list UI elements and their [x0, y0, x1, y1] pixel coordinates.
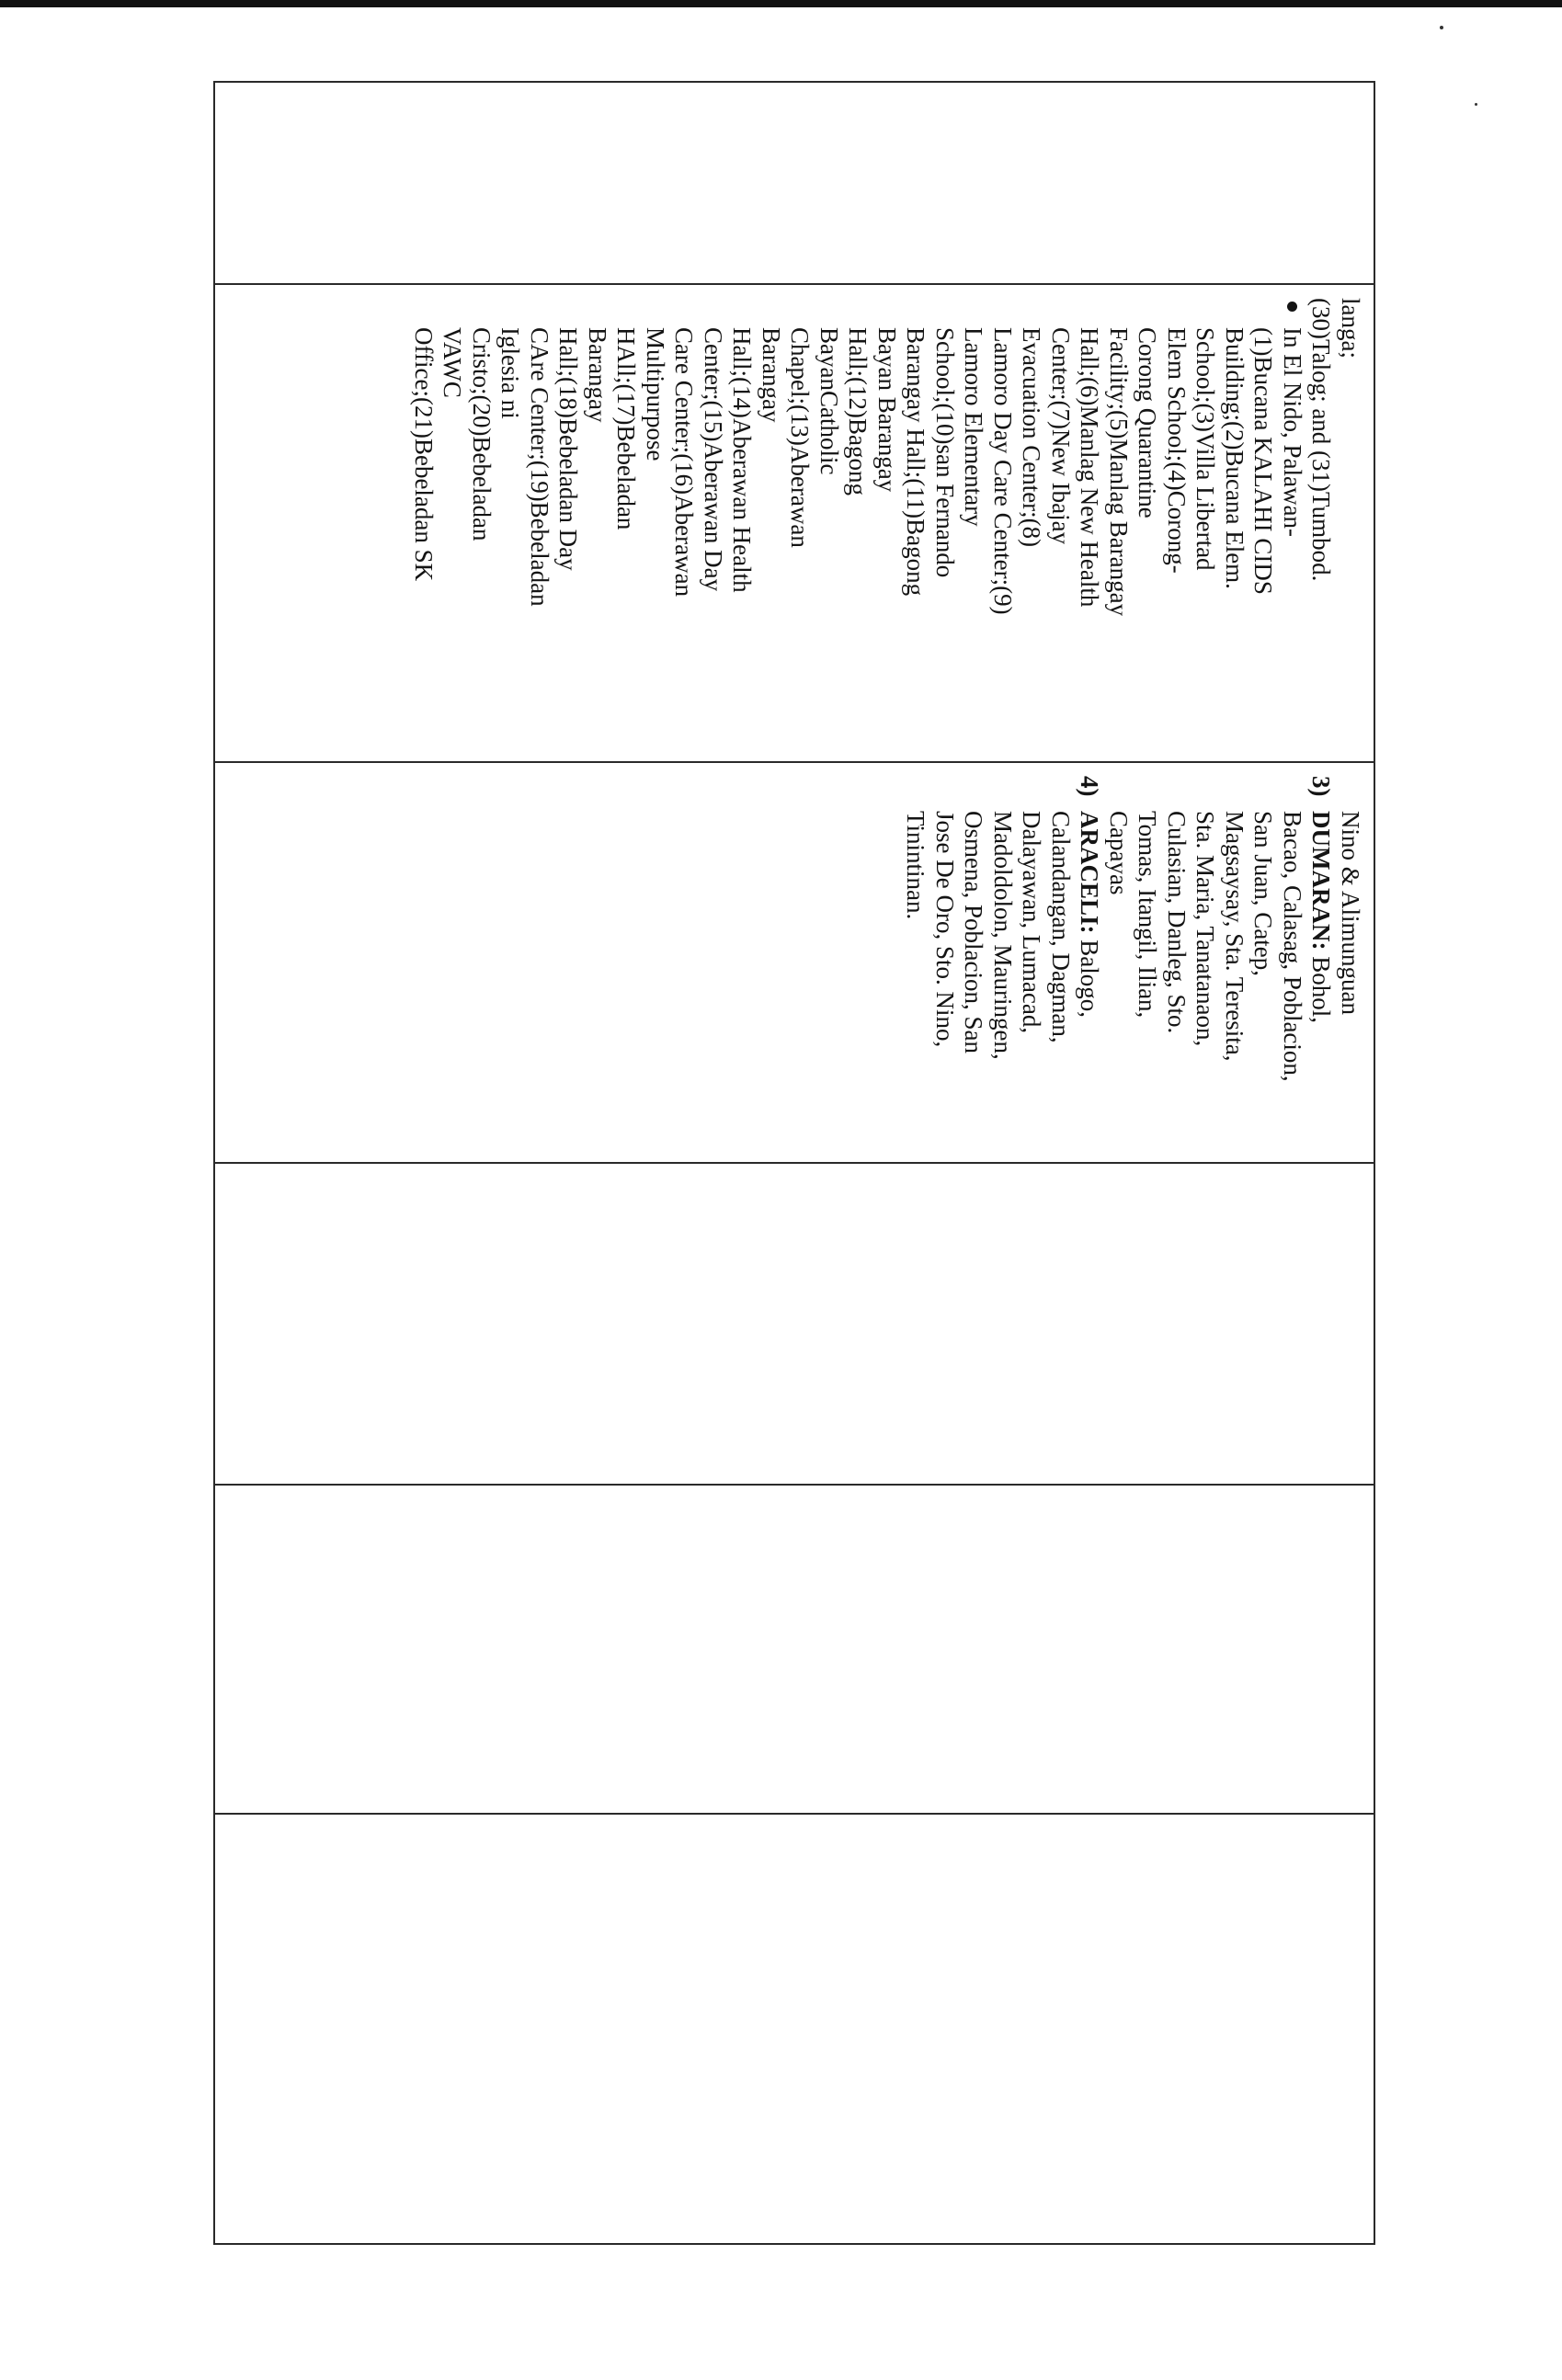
text-line: langa; — [1337, 298, 1364, 359]
text-line: San Juan, Catep, — [1249, 811, 1278, 976]
table-cell-facilities — [214, 284, 1374, 762]
text-line: Tomas, Itangil, Ilian, — [1134, 811, 1162, 1019]
text-line: Tinintinan. — [902, 811, 930, 920]
scan-speck — [1475, 103, 1477, 106]
text-line: Hall;(18)Bebeladan Day — [554, 327, 583, 571]
text-line: Madoldolon, Mauringen, — [989, 811, 1017, 1060]
item-number: 4) — [1076, 776, 1104, 797]
text-line: Culasian, Danleg, Sto. — [1163, 811, 1191, 1034]
text-line: (1)Bucana KALAHI CIDS — [1249, 327, 1278, 595]
text-line: School;(3)Villa Libertad — [1191, 327, 1220, 571]
table-cell-barangays — [214, 762, 1374, 1163]
text-line: Sta. Maria, Tanatanaon, — [1191, 811, 1220, 1047]
text-line: Office;(21)Bebeladan SK — [410, 327, 438, 582]
text-line: Hall;(14)Aberawan Health — [728, 327, 757, 593]
table-cell-empty — [214, 1814, 1374, 2244]
text-line: Hall;(6)Manlag New Health — [1076, 327, 1104, 608]
text-line: CAre Center;(19)Bebeladan — [526, 327, 553, 607]
bullet-item-el-nido — [409, 298, 1307, 748]
municipality-name: ARACELI: — [1076, 811, 1104, 934]
text-line: Evacuation Center;(8) — [1018, 327, 1046, 548]
text-line: Barangay — [758, 327, 785, 423]
text-line: Chapel;(13)Aberawan — [786, 327, 815, 548]
bullet-icon — [1287, 302, 1297, 312]
text-line: Center;(15)Aberawan Day — [700, 327, 727, 592]
text-line: Corong Quarantine — [1134, 327, 1162, 518]
text-line: Elem School;(4)Corong- — [1163, 327, 1191, 574]
text-line: BayanCatholic — [815, 327, 843, 475]
text-line: Hall;(12)Bagong — [844, 327, 872, 495]
text-line: Osmena, Poblacion, San — [960, 811, 988, 1053]
text-line: In El Nido, Palawan- — [1279, 327, 1306, 537]
rotated-page — [215, 81, 1375, 2243]
text-line: School;(10)san Fernando — [931, 327, 959, 578]
text-line: Capayas — [1105, 811, 1133, 895]
document-table — [213, 81, 1375, 2245]
text-line: Multipurpose — [642, 327, 669, 461]
text-line: Building;(2)Bucana Elem. — [1221, 327, 1248, 589]
table-cell-empty — [214, 1485, 1374, 1814]
text-line: Calandangan, Dagman, — [1047, 811, 1075, 1043]
list-item-araceli — [901, 776, 1104, 1149]
text-line: Jose De Oro, Sto. Nino, — [931, 811, 959, 1048]
text-line: Lamoro Elementary — [960, 327, 988, 527]
text-line: Nino & Alimunguan — [1337, 811, 1364, 1015]
text-line: Care Center;(16)Aberawan — [670, 327, 699, 598]
text-line: Bohol, — [1307, 950, 1336, 1023]
text-line: Balogo, — [1076, 933, 1104, 1019]
text-line: Iglesia ni — [496, 327, 525, 419]
text-line: Lamoro Day Care Center;(9) — [989, 327, 1017, 615]
table-cell-empty — [214, 82, 1374, 284]
text-line: Barangay Hall;(11)Bagong — [902, 327, 930, 597]
item-number: 3) — [1307, 776, 1336, 797]
scan-speck — [1440, 26, 1443, 29]
table-cell-empty — [214, 1163, 1374, 1485]
text-line: Center;(7)New Ibajay — [1047, 327, 1075, 545]
text-line: (30)Talog; and (31)Tumbod. — [1307, 298, 1336, 582]
text-line: Bayan Barangay — [873, 327, 901, 493]
text-line: Facility;(5)Manlag Barangay — [1105, 327, 1133, 617]
scan-edge — [0, 0, 1562, 7]
text-line: Magsaysay, Sta. Teresita, — [1221, 811, 1248, 1062]
text-line: Dalayawan, Lumacad, — [1018, 811, 1046, 1034]
text-line: HAll;(17)Bebeladan — [612, 327, 641, 530]
text-line: VAWC — [439, 327, 467, 398]
list-item-dumaran — [1104, 776, 1336, 1149]
text-line: Barangay — [584, 327, 611, 423]
text-line: Cristo;(20)Bebeladan — [468, 327, 496, 541]
text-line: Bacao, Calasag, Poblacion, — [1279, 811, 1306, 1082]
municipality-name: DUMARAN: — [1307, 811, 1336, 951]
